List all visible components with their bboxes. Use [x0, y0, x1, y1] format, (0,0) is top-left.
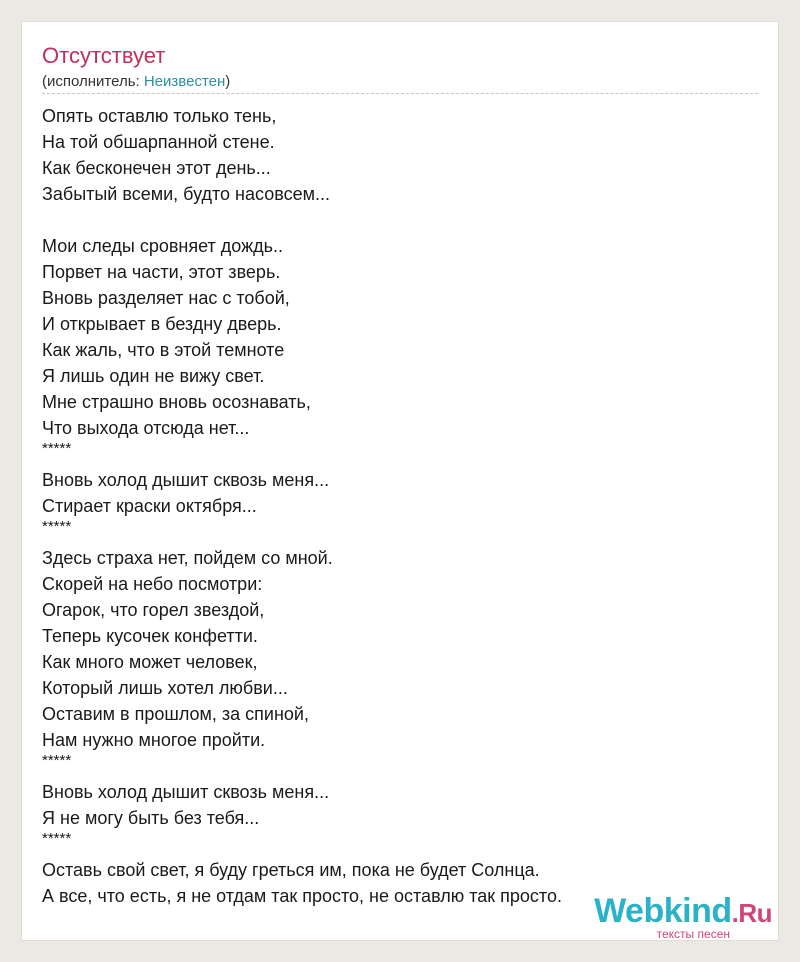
lyrics-blank-line [42, 207, 762, 233]
lyrics-line: Скорей на небо посмотри: [42, 574, 263, 594]
lyrics-line: И открывает в бездну дверь. [42, 314, 282, 334]
lyrics-line: Оставим в прошлом, за спиной, [42, 704, 309, 724]
lyrics-line: Вновь холод дышит сквозь меня... [42, 782, 330, 802]
lyrics-line: Как много может человек, [42, 652, 258, 672]
lyrics-line: Я не могу быть без тебя... [42, 808, 260, 828]
lyrics-line: Оставь свой свет, я буду греться им, пока не будет Солнца. [42, 860, 540, 880]
watermark-tld: .Ru [731, 898, 772, 928]
lyrics-line: Огарок, что горел звездой, [42, 600, 265, 620]
lyrics-line: Как бесконечен этот день... [42, 158, 271, 178]
lyrics-line: Вновь холод дышит сквозь меня... [42, 470, 330, 490]
artist-prefix: (исполнитель: [42, 73, 144, 90]
lyrics-line: На той обшарпанной стене. [42, 132, 275, 152]
lyrics-line: Мне страшно вновь осознавать, [42, 392, 311, 412]
watermark-brand: Webkind [594, 892, 732, 930]
lyrics-line: Я лишь один не вижу свет. [42, 366, 265, 386]
lyrics-line: Что выхода отсюда нет... [42, 418, 250, 438]
artist-line [42, 73, 230, 91]
lyrics-line: Здесь страха нет, пойдем со мной. [42, 548, 333, 568]
lyrics-line: Который лишь хотел любви... [42, 678, 288, 698]
lyrics-line: Как жаль, что в этой темноте [42, 340, 285, 360]
watermark-tagline: тексты песен [656, 927, 730, 941]
artist-link[interactable]: Неизвестен [143, 73, 226, 90]
lyrics-line: Мои следы сровняет дождь.. [42, 236, 283, 256]
song-title: Отсутствует [42, 43, 166, 68]
lyrics-line: А все, что есть, я не отдам так просто, не оставлю так просто. [42, 886, 562, 906]
lyrics-line: Забытый всеми, будто насовсем... [42, 184, 330, 204]
lyrics-line: Нам нужно многое пройти. [42, 730, 266, 750]
webkind-watermark [594, 894, 772, 940]
lyrics-line: Опять оставлю только тень, [42, 106, 277, 126]
divider [42, 93, 758, 94]
lyrics-line: Вновь разделяет нас с тобой, [42, 288, 290, 308]
lyrics-separator: ***** [42, 752, 72, 769]
lyrics-line: Теперь кусочек конфетти. [42, 626, 258, 646]
lyrics-text [42, 103, 762, 909]
lyrics-separator: ***** [42, 440, 72, 457]
lyrics-line: Порвет на части, этот зверь. [42, 262, 281, 282]
lyrics-line: Стирает краски октября... [42, 496, 257, 516]
lyrics-separator: ***** [42, 830, 72, 847]
artist-suffix: ) [225, 73, 231, 90]
lyrics-card [22, 22, 778, 940]
lyrics-separator: ***** [42, 518, 72, 535]
